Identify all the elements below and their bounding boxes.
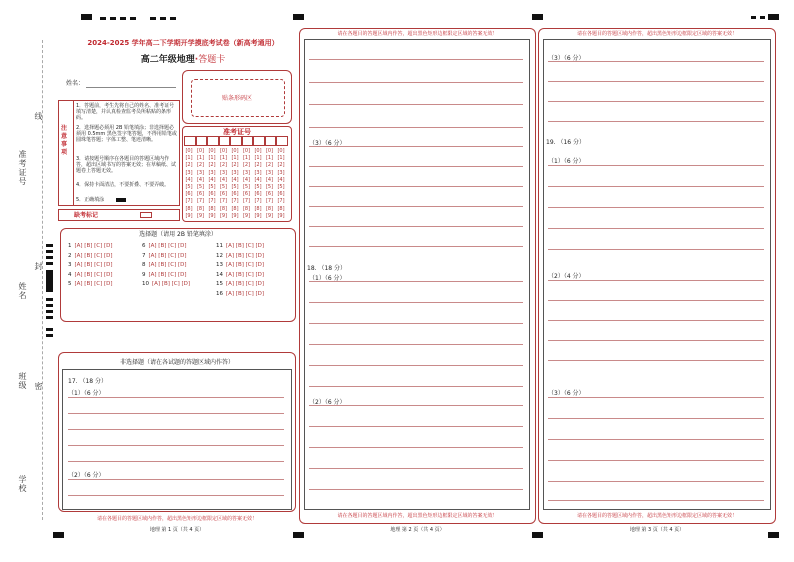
choice-number: 12 [216, 252, 223, 259]
timing-mark [532, 14, 543, 20]
choice-number: 3 [68, 262, 72, 268]
exam-digit-bubble[interactable]: [6] [265, 191, 274, 198]
margin-name: 姓名 [18, 282, 27, 300]
exam-digit-bubble[interactable]: [1] [219, 155, 228, 162]
answer-line[interactable] [548, 320, 764, 321]
answer-line[interactable] [68, 479, 284, 480]
answer-line[interactable] [548, 121, 764, 122]
exam-digit-bubble[interactable]: [9] [242, 212, 251, 219]
answer-line[interactable] [309, 447, 523, 448]
exam-digit-bubble[interactable]: [2] [242, 162, 251, 169]
answer-line[interactable] [548, 300, 764, 301]
exam-digit-bubble[interactable]: [7] [277, 198, 285, 205]
page-footer: 地理 第 1 页（共 4 页） [149, 527, 205, 533]
choice-number: 10 [142, 281, 149, 287]
exam-digit-bubble[interactable]: [0] [242, 148, 251, 154]
exam-digit-bubble[interactable]: [0] [277, 148, 285, 154]
exam-digit-bubble[interactable]: [1] [196, 155, 205, 162]
choice-question-row[interactable] [68, 243, 113, 250]
q18-part3: （3）（6 分） [548, 55, 585, 62]
exam-digit-bubble[interactable]: [3] [265, 169, 274, 176]
choice-options[interactable]: [A] [B] [C] [D] [226, 271, 265, 278]
exam-digit-write-cell[interactable] [276, 136, 288, 146]
notice-item-1: 1．答题前，考生先将自己的姓名、准考证号填写清楚，并认真检查监考员所粘贴的条形码。 [76, 103, 175, 121]
choice-options[interactable]: [A] [B] [C] [D] [74, 281, 113, 287]
subject-text: 地理 [176, 55, 195, 65]
answer-line[interactable] [548, 340, 764, 341]
timing-mark [160, 17, 166, 20]
warning-text: 请在各题目的答题区域内作答，超出黑色矩形边框限定区域的答案无效！ [337, 31, 498, 37]
choice-options[interactable]: [A] [B] [C] [D] [74, 271, 113, 278]
timing-mark [46, 316, 53, 319]
choice-question-row[interactable] [142, 262, 187, 269]
exam-digit-bubble[interactable]: [6] [185, 191, 193, 198]
exam-digit-bubble[interactable]: [5] [265, 184, 274, 190]
exam-digit-bubble[interactable]: [0] [208, 148, 216, 154]
exam-digit-bubble[interactable]: [0] [265, 148, 274, 154]
answer-line[interactable] [548, 207, 764, 208]
answer-line[interactable] [548, 101, 764, 102]
choice-number: 2 [68, 252, 72, 259]
notice-item-5: 5．正确填涂 [76, 197, 105, 203]
notice-item-2: 2．选择题必须用 2B 铅笔填涂；非选择题必须用 0.5mm 黑色签字笔答题，不得用铅笔或圆珠笔答题；字体工整、笔迹清晰。 [76, 125, 177, 143]
choice-question-row[interactable] [68, 281, 113, 288]
choice-number: 14 [216, 271, 223, 278]
exam-digit-bubble[interactable]: [6] [231, 191, 239, 198]
answer-line[interactable] [548, 439, 764, 440]
margin-seal-line: 线 [34, 112, 43, 121]
answer-line[interactable] [548, 460, 764, 461]
answer-line[interactable] [68, 429, 284, 430]
exam-digit-bubble[interactable]: [7] [254, 198, 262, 205]
timing-mark [46, 304, 53, 307]
exam-digit-bubble[interactable]: [1] [277, 155, 285, 162]
timing-mark [150, 17, 156, 20]
exam-digit-bubble[interactable]: [6] [254, 191, 262, 198]
choice-options[interactable]: [A] [B] [C] [D] [148, 243, 187, 249]
choice-number: 11 [216, 243, 223, 249]
choice-question-row[interactable] [142, 243, 187, 250]
answer-line[interactable] [309, 246, 523, 247]
choice-number: 6 [142, 243, 146, 249]
answer-line[interactable] [68, 495, 284, 496]
exam-digit-bubble[interactable]: [5] [277, 184, 285, 190]
answer-line[interactable] [309, 226, 523, 227]
choice-number: 8 [142, 262, 146, 268]
choice-number: 16 [216, 290, 223, 297]
q19-part2: （2）（4 分） [548, 273, 585, 280]
exam-digit-bubble[interactable]: [4] [254, 176, 262, 183]
exam-digit-bubble[interactable]: [2] [219, 162, 228, 169]
exam-digit-bubble[interactable]: [8] [265, 205, 274, 212]
exam-digit-bubble[interactable]: [0] [231, 148, 239, 154]
exam-digit-bubble[interactable]: [1] [254, 155, 262, 162]
choice-options[interactable]: [A] [B] [C] [D] [226, 290, 265, 297]
answer-line[interactable] [548, 61, 764, 62]
exam-digit-bubble[interactable]: [6] [242, 191, 251, 198]
timing-mark [100, 17, 106, 20]
timing-mark [120, 17, 126, 20]
choice-question-row[interactable] [142, 272, 187, 279]
answer-line[interactable] [68, 445, 284, 446]
answer-line[interactable] [309, 281, 523, 282]
exam-digit-bubble[interactable]: [4] [185, 176, 193, 183]
timing-mark [46, 298, 53, 301]
choice-number: 1 [68, 243, 72, 249]
timing-mark [768, 14, 779, 20]
exam-digit-bubble[interactable]: [2] [265, 162, 274, 169]
exam-digit-bubble[interactable]: [4] [242, 176, 251, 183]
timing-mark [46, 262, 53, 265]
choice-options[interactable]: [A] [B] [C] [D] [148, 271, 187, 278]
exam-digit-bubble[interactable]: [9] [185, 212, 193, 219]
choice-question-row[interactable] [142, 253, 187, 260]
warning-text: 请在各题目的答题区域内作答，超出黑色矩形边框限定区域的答案无效！ [576, 31, 737, 37]
exam-digit-write-cell[interactable] [253, 136, 265, 146]
notice-heading: 注意事项 [61, 125, 68, 156]
exam-digit-bubble[interactable]: [8] [254, 205, 262, 212]
name-label: 姓名： [66, 80, 85, 87]
choice-title: 选择题（请用 2B 铅笔填涂） [139, 231, 217, 238]
exam-digit-write-cell[interactable] [219, 136, 231, 146]
exam-digit-bubble[interactable]: [6] [208, 191, 216, 198]
exam-digit-bubble[interactable]: [8] [185, 205, 193, 212]
answer-line[interactable] [309, 344, 523, 345]
margin-exam-no: 准考证号 [18, 150, 27, 186]
exam-digit-bubble[interactable]: [9] [254, 212, 262, 219]
exam-digit-bubble[interactable]: [4] [231, 176, 239, 183]
exam-digit-bubble[interactable]: [8] [277, 205, 285, 212]
exam-digit-bubble[interactable]: [9] [196, 212, 205, 219]
timing-mark [46, 270, 53, 292]
answer-line[interactable] [309, 426, 523, 427]
exam-digit-bubble[interactable]: [8] [196, 205, 205, 212]
grade-text: 高二年级 [140, 55, 177, 65]
answer-line[interactable] [309, 206, 523, 207]
margin-class: 班级 [18, 372, 27, 390]
answer-line[interactable] [548, 165, 764, 166]
barcode-area [182, 70, 292, 124]
exam-digit-bubble[interactable]: [2] [277, 162, 285, 169]
exam-digit-bubble[interactable]: [3] [219, 169, 228, 176]
exam-digit-bubble[interactable]: [2] [254, 162, 262, 169]
exam-number-grid [184, 136, 290, 220]
answer-line[interactable] [309, 104, 523, 105]
exam-digit-bubble[interactable]: [3] [254, 169, 262, 176]
choice-options[interactable]: [A] [B] [C] [D] [74, 252, 113, 259]
choice-number: 9 [142, 271, 146, 278]
choice-answers [68, 243, 288, 303]
barcode-label: 贴条形码区 [221, 95, 252, 102]
exam-digit-bubble[interactable]: [2] [196, 162, 205, 169]
q19-heading: 19. （16 分） [546, 139, 585, 146]
answer-line[interactable] [548, 81, 764, 82]
answer-line[interactable] [309, 323, 523, 324]
warning-text: 请在各题目的答题区域内作答，超出黑色矩形边框限定区域的答案无效！ [576, 513, 737, 519]
exam-digit-write-cell[interactable] [184, 136, 196, 146]
choice-question-row[interactable] [216, 262, 264, 269]
choice-question-row[interactable] [216, 291, 264, 298]
answer-line[interactable] [309, 468, 523, 469]
timing-mark [110, 17, 116, 20]
page-footer: 地理 第 2 页（共 4 页） [390, 527, 445, 533]
exam-digit-bubble[interactable]: [5] [242, 184, 251, 190]
notice-divider [73, 100, 74, 206]
exam-digit-bubble[interactable]: [7] [265, 198, 274, 205]
answer-line[interactable] [68, 413, 284, 414]
exam-digit-bubble[interactable]: [4] [219, 176, 228, 183]
margin-school: 学校 [18, 475, 27, 493]
answer-line[interactable] [309, 82, 523, 83]
exam-digit-bubble[interactable]: [8] [219, 205, 228, 212]
answer-line[interactable] [548, 228, 764, 229]
absent-label: 缺考标记 [74, 212, 99, 219]
exam-digit-bubble[interactable]: [4] [277, 176, 285, 183]
answer-line[interactable] [548, 186, 764, 187]
choice-number: 7 [142, 252, 146, 259]
exam-digit-bubble[interactable]: [5] [219, 184, 228, 190]
exam-digit-bubble[interactable]: [2] [231, 162, 239, 169]
notice-item-4: 4．保持卡面清洁，不要折叠、不要弄破。 [76, 182, 170, 188]
exam-digit-bubble[interactable]: [1] [208, 155, 216, 162]
margin-seal-line: 密 [34, 382, 43, 391]
q18-part1: （1）（6 分） [309, 275, 346, 282]
answer-line[interactable] [68, 461, 284, 462]
choice-question-row[interactable] [68, 253, 113, 260]
timing-mark [293, 14, 304, 20]
choice-options[interactable]: [A] [B] [C] [D] [226, 243, 265, 249]
exam-digit-bubble[interactable]: [5] [185, 184, 193, 190]
exam-digit-bubble[interactable]: [5] [196, 184, 205, 190]
choice-options[interactable]: [A] [B] [C] [D] [74, 262, 113, 268]
timing-mark [46, 244, 53, 247]
choice-options[interactable]: [A] [B] [C] [D] [152, 281, 191, 287]
card-title: 2024-2025 学年高二下学期开学摸底考试卷（新高考通用） [87, 39, 279, 47]
exam-digit-bubble[interactable]: [4] [265, 176, 274, 183]
page-footer: 地理 第 3 页（共 4 页） [629, 527, 685, 533]
exam-digit-bubble[interactable]: [3] [242, 169, 251, 176]
answer-line[interactable] [548, 280, 764, 281]
choice-options[interactable]: [A] [B] [C] [D] [148, 252, 187, 259]
choice-question-row[interactable] [68, 272, 113, 279]
warning-text: 请在各题目的答题区域内作答，超出黑色矩形边框限定区域的答案无效！ [337, 513, 498, 519]
exam-digit-bubble[interactable]: [4] [196, 176, 205, 183]
answer-line[interactable] [309, 186, 523, 187]
exam-digit-bubble[interactable]: [6] [277, 191, 285, 198]
exam-digit-bubble[interactable]: [4] [208, 176, 216, 183]
exam-digit-bubble[interactable]: [6] [196, 191, 205, 198]
exam-digit-write-cell[interactable] [207, 136, 219, 146]
exam-digit-write-cell[interactable] [242, 136, 254, 146]
exam-digit-bubble[interactable]: [5] [231, 184, 239, 190]
exam-digit-bubble[interactable]: [7] [219, 198, 228, 205]
exam-digit-bubble[interactable]: [9] [219, 212, 228, 219]
choice-question-row[interactable] [216, 253, 264, 260]
exam-digit-bubble[interactable]: [0] [254, 148, 262, 154]
timing-mark [46, 328, 53, 331]
exam-digit-bubble[interactable]: [3] [208, 169, 216, 176]
exam-digit-bubble[interactable]: [3] [196, 169, 205, 176]
choice-question-row[interactable] [216, 243, 264, 250]
answer-line[interactable] [548, 360, 764, 361]
exam-digit-bubble[interactable]: [3] [277, 169, 285, 176]
exam-digit-bubble[interactable]: [1] [242, 155, 251, 162]
exam-digit-bubble[interactable]: [0] [196, 148, 205, 154]
q17-part2: （2）（6 分） [68, 472, 105, 479]
exam-digit-bubble[interactable]: [7] [242, 198, 251, 205]
q18-heading: 18. （18 分） [307, 265, 346, 272]
q19-part1: （1）（6 分） [548, 158, 585, 165]
timing-mark [760, 16, 765, 19]
exam-digit-bubble[interactable]: [9] [231, 212, 239, 219]
q19-part3: （3）（6 分） [548, 390, 585, 397]
exam-digit-bubble[interactable]: [7] [185, 198, 193, 205]
dot-text: · [194, 55, 199, 65]
answer-line[interactable] [309, 127, 523, 128]
timing-mark [46, 250, 53, 253]
exam-digit-bubble[interactable]: [3] [185, 169, 193, 176]
answer-line[interactable] [309, 59, 523, 60]
card-type-text: 答题卡 [198, 55, 226, 65]
name-underline [86, 87, 176, 88]
answer-line[interactable] [309, 405, 523, 406]
timing-mark [46, 256, 53, 259]
exam-digit-bubble[interactable]: [7] [231, 198, 239, 205]
choice-question-row[interactable] [216, 272, 264, 279]
choice-options[interactable]: [A] [B] [C] [D] [226, 281, 265, 287]
answer-line[interactable] [548, 481, 764, 482]
exam-digit-bubble[interactable]: [1] [185, 155, 193, 162]
choice-question-row[interactable] [68, 262, 113, 269]
choice-options[interactable]: [A] [B] [C] [D] [148, 262, 187, 268]
answer-line[interactable] [309, 166, 523, 167]
exam-digit-bubble[interactable]: [1] [265, 155, 274, 162]
exam-digit-bubble[interactable]: [7] [196, 198, 205, 205]
exam-digit-bubble[interactable]: [3] [231, 169, 239, 176]
exam-digit-bubble[interactable]: [5] [208, 184, 216, 190]
exam-digit-write-cell[interactable] [230, 136, 242, 146]
timing-mark [46, 310, 53, 313]
answer-line[interactable] [548, 418, 764, 419]
filled-sample [116, 198, 126, 202]
timing-mark [170, 17, 176, 20]
exam-digit-bubble[interactable]: [2] [185, 162, 193, 169]
exam-digit-bubble[interactable]: [7] [208, 198, 216, 205]
exam-digit-bubble[interactable]: [9] [208, 212, 216, 219]
exam-digit-bubble[interactable]: [5] [254, 184, 262, 190]
exam-digit-bubble[interactable]: [9] [277, 212, 285, 219]
exam-digit-write-cell[interactable] [265, 136, 277, 146]
timing-mark [751, 16, 756, 19]
choice-number: 5 [68, 281, 72, 287]
absent-checkbox[interactable] [140, 212, 152, 218]
answer-line[interactable] [548, 249, 764, 250]
exam-digit-bubble[interactable]: [1] [231, 155, 239, 162]
answer-line[interactable] [548, 500, 764, 501]
exam-digit-bubble[interactable]: [8] [231, 205, 239, 212]
answer-line[interactable] [68, 397, 284, 398]
card-subtitle [68, 52, 298, 65]
answer-line[interactable] [548, 397, 764, 398]
margin-seal-line: 封 [34, 262, 43, 271]
answer-line[interactable] [309, 146, 523, 147]
choice-number: 13 [216, 262, 223, 268]
exam-digit-bubble[interactable]: [6] [219, 191, 228, 198]
q18-part2: （2）（6 分） [309, 399, 346, 406]
choice-number: 4 [68, 271, 72, 278]
choice-number: 15 [216, 281, 223, 287]
nonchoice-title: 非选择题（请在各试题的答题区域内作答） [119, 359, 234, 366]
exam-digit-bubble[interactable]: [9] [265, 212, 274, 219]
answer-line[interactable] [309, 489, 523, 490]
warning-text: 请在各题目的答题区域内作答，超出黑色矩形边框限定区域的答案无效！ [96, 516, 257, 522]
answer-line[interactable] [309, 365, 523, 366]
q17-part3: （3）（6 分） [309, 140, 346, 147]
seal-dotted-line [42, 40, 43, 520]
timing-mark [130, 17, 136, 20]
exam-digit-bubble[interactable]: [0] [185, 148, 193, 154]
choice-question-row[interactable] [216, 281, 264, 288]
answer-line[interactable] [309, 302, 523, 303]
exam-number-label: 准考证号 [223, 128, 251, 136]
exam-digit-write-cell[interactable] [196, 136, 208, 146]
choice-question-row[interactable] [142, 281, 190, 288]
timing-mark [81, 14, 92, 20]
exam-digit-bubble[interactable]: [0] [219, 148, 228, 154]
choice-options[interactable]: [A] [B] [C] [D] [74, 243, 113, 249]
answer-line[interactable] [309, 386, 523, 387]
q17-part1: （1）（6 分） [68, 390, 105, 397]
choice-options[interactable]: [A] [B] [C] [D] [226, 262, 265, 268]
timing-mark [46, 334, 53, 337]
choice-options[interactable]: [A] [B] [C] [D] [226, 252, 265, 259]
exam-digit-bubble[interactable]: [2] [208, 162, 216, 169]
notice-item-3: 3．请按题号顺序在各题目的答题区域内作答，超出区域书写的答案无效；在草稿纸、试题卷上答题无效。 [76, 156, 177, 174]
q17-heading: 17. （18 分） [68, 378, 107, 385]
exam-digit-bubble[interactable]: [8] [208, 205, 216, 212]
exam-digit-bubble[interactable]: [8] [242, 205, 251, 212]
